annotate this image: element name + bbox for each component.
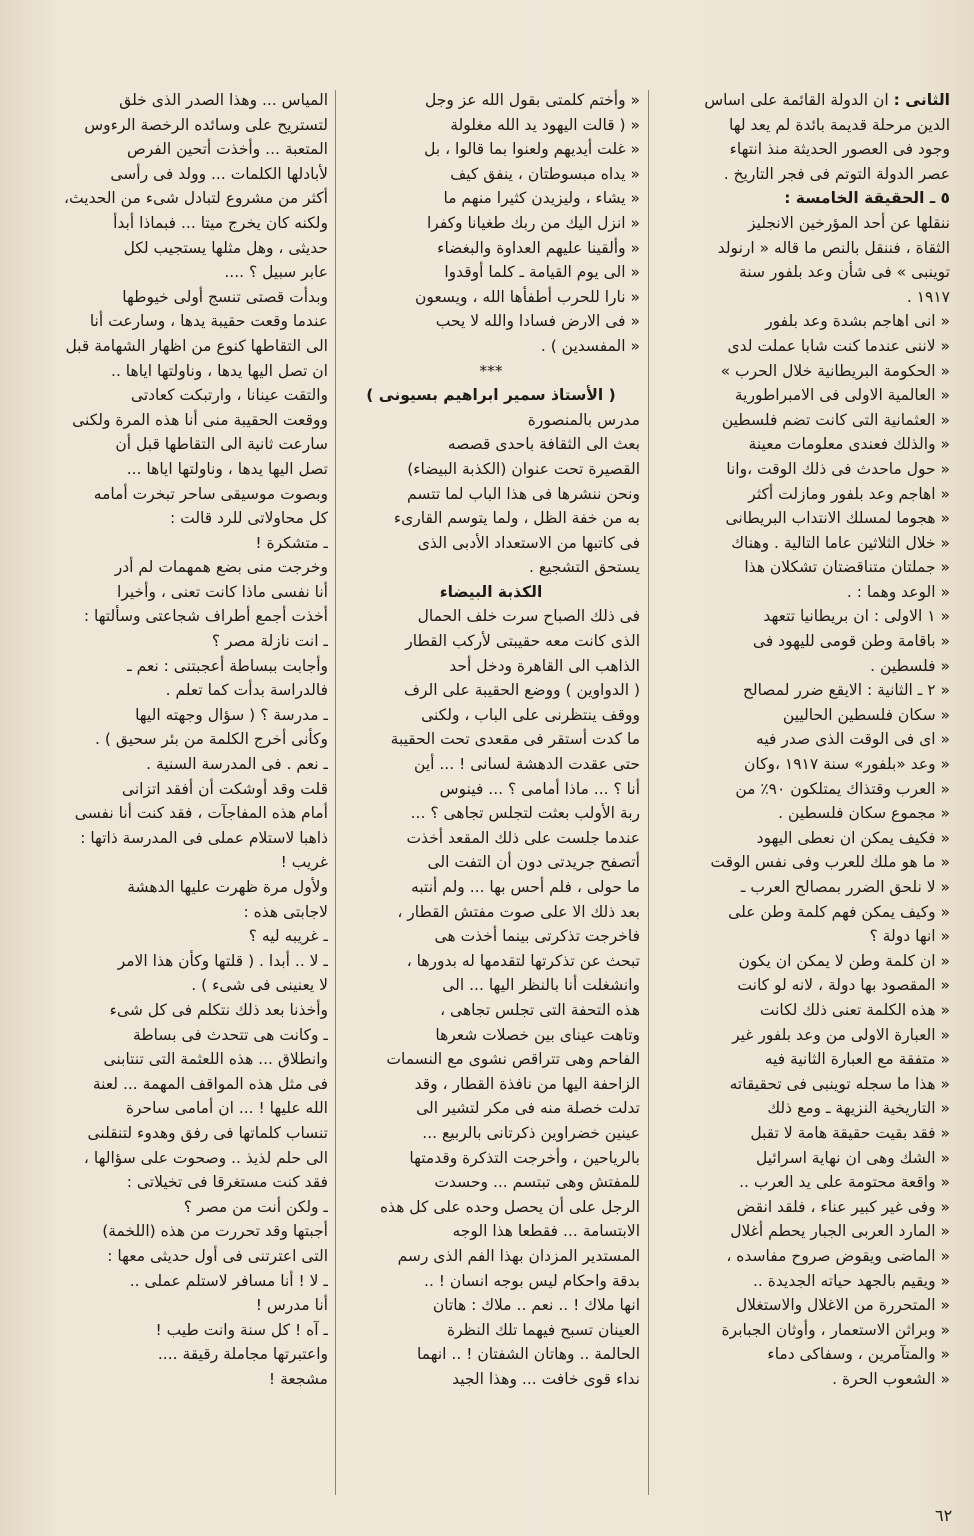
text-line: حتى عقدت الدهشة لسانى ! ... أين	[414, 755, 640, 774]
text-line: بعد ذلك الا على صوت مفتش القطار ،	[397, 902, 640, 921]
text-line: كل محاولاتى للرد قالت :	[169, 509, 328, 528]
text-line: تنساب كلماتها فى رفق وهدوء لتنقلنى	[87, 1123, 328, 1142]
article-column-right	[655, 88, 950, 1498]
text-line: ـ لا ! أنا مسافر لاستلم عملى ..	[129, 1271, 328, 1290]
text-line: الله عليها ! ... ان أمامى ساحرة	[125, 1099, 328, 1118]
text-line: الحالمة .. وهاتان الشفتان ! .. انهما	[417, 1345, 640, 1364]
text-line: ـ غريبه ليه ؟	[248, 927, 328, 946]
text-line: « فقد بقيت حقيقة هامة لا تقبل	[750, 1123, 950, 1142]
text-line: الكذبة البيضاء	[439, 582, 543, 601]
page-number: ٦٢	[935, 1506, 953, 1525]
text-line: مشجعة !	[268, 1369, 328, 1388]
text-line: المتعبة ... وأخذت أتحين الفرص	[127, 140, 328, 159]
text-line: « مجموع سكان فلسطين .	[778, 804, 950, 823]
text-line: فى كاتبها من الاستعداد الأدبى الذى	[417, 533, 640, 552]
text-line: سارعت ثانية الى التقاطها قبل أن	[115, 435, 328, 454]
text-line: المياس ... وهذا الصدر الذى خلق	[119, 91, 328, 109]
text-line: لأبادلها الكلمات ... وولد فى رأسى	[110, 164, 328, 183]
text-line: « وأختم كلمتى بقول الله عز وجل	[425, 91, 640, 109]
text-line: « العثمانية التى كانت تضم فلسطين	[721, 410, 950, 429]
text-line: « المفسدين ) .	[540, 336, 640, 355]
text-line: « نارا للحرب أطفأها الله ، ويسعون	[415, 287, 640, 306]
text-line: عابر سبيل ؟ ....	[224, 263, 328, 282]
text-line: وجود فى العصور الحديثة منذ انتهاء	[729, 140, 950, 159]
text-line: ( الدواوين ) ووضع الحقيبة على الرف	[403, 681, 640, 700]
text-line: « والمتآمرين ، وسفاكى دماء	[767, 1345, 950, 1364]
text-line: الفاحم وهى تتراقص نشوى مع النسمات	[386, 1050, 640, 1069]
text-line: عينين خضراوين ذكرتانى بالربيع ...	[422, 1123, 640, 1142]
text-line: حديثى ، وهل مثلها يستجيب لكل	[123, 238, 328, 257]
text-line: « الماضى ويقوض صروح مفاسده ،	[726, 1246, 950, 1265]
text-line: « يداه مبسوطتان ، ينفق كيف	[450, 164, 640, 183]
text-line: بدقة واحكام ليس بوجه انسان ! ..	[424, 1271, 640, 1290]
text-line: « انى اهاجم بشدة وعد بلفور	[765, 312, 950, 331]
text-line: عصر الدولة التوتم فى فجر التاريخ .	[723, 164, 950, 183]
text-line: « ويقيم بالجهد حياته الجديدة ..	[753, 1271, 950, 1290]
text-line: أجبتها وقد تحررت من هذه (اللخمة)	[102, 1222, 328, 1241]
text-line: « المقصود بها دولة ، لانه لو كانت	[737, 976, 950, 995]
text-line: ـ مدرسة ؟ ( سؤال وجهته اليها	[135, 705, 328, 724]
text-line: الذاهب الى القاهرة ودخل أحد	[449, 656, 640, 675]
text-line: « فلسطين .	[870, 656, 950, 675]
text-line: تدلت خصلة منه فى مكر لتشير الى	[416, 1099, 640, 1118]
text-line: وتاهت عيناى بين خصلات شعرها	[435, 1025, 640, 1044]
text-line: « سكان فلسطين الحاليين	[782, 705, 950, 724]
text-line: بالرياحين ، وأخرجت التذكرة وقدمتها	[409, 1148, 640, 1167]
text-line: مدرس بالمنصورة	[527, 410, 640, 429]
text-line: تبحث عن تذكرتها لتقدمها له بدورها ،	[406, 951, 640, 970]
text-line: ننقلها عن أحد المؤرخين الانجليز	[748, 213, 950, 232]
text-line: لتستريح على وسائده الرخصة الرءوس	[84, 115, 328, 134]
text-line: ما كدت أستقر فى مقعدى تحت الحقيبة	[390, 730, 640, 749]
text-line: الثقاة ، فننقل بالنص ما قاله « ارنولد	[717, 238, 950, 257]
text-line: وانطلاق ... هذه اللعثمة التى تنتابنى	[103, 1050, 328, 1069]
text-line: يستحق التشجيع .	[529, 558, 640, 577]
text-line: ربة الأولب بعثت لتجلس تجاهى ؟ ...	[410, 804, 640, 823]
text-line: « هجوما لمسلك الانتداب البريطانى	[725, 509, 950, 528]
text-line: أنا مدرس !	[255, 1296, 328, 1315]
text-line: ـ آه ! كل سنة وانت طيب !	[155, 1320, 328, 1339]
text-line: فاخرجت تذكرتى بينما أخذت هى	[434, 927, 640, 946]
text-line: « الشعوب الحرة .	[832, 1369, 950, 1388]
article-column-middle	[342, 88, 640, 1498]
text-line: « وبراثن الاستعمار ، وأوثان الجبابرة	[721, 1320, 950, 1339]
text-line: ***	[479, 361, 503, 380]
text-line: « والذلك فعندى معلومات معينة	[748, 435, 950, 454]
text-line: لاجابتى هذه :	[243, 902, 328, 921]
text-line: ( الأستاذ سمير ابراهيم بسيونى )	[366, 386, 616, 405]
text-line: « ان كلمة وطن لا يمكن ان يكون	[738, 951, 950, 970]
text-line: « الوعد وهما : .	[846, 582, 950, 601]
text-line: « غلت أيديهم ولعنوا بما قالوا ، بل	[424, 140, 640, 159]
text-line: « اهاجم وعد بلفور ومازلت أكثر	[748, 484, 950, 503]
text-line: تصل اليها يدها ، وناولتها اياها ...	[126, 459, 328, 478]
text-line: « جملتان متناقضتان تشكلان هذا	[744, 558, 950, 577]
text-line: وأجابت ببساطة أعجبتنى : نعم ـ	[127, 656, 328, 675]
text-line: ولكنه كان يخرج ميتا ... فبماذا أبدأ	[113, 213, 328, 232]
text-line: الرجل على أن يحصل وحده على كل هذه	[379, 1197, 640, 1216]
text-line: « ( قالت اليهود يد الله مغلولة	[450, 115, 640, 134]
text-line: لا يعنينى فى شىء ) .	[191, 976, 328, 995]
text-line: ما حولى ، فلم أحس بها ... ولم أنتبه	[411, 878, 640, 896]
text-line: « يشاء ، وليزيدن كثيرا منهم ما	[443, 189, 640, 208]
text-line: وأخذنا بعد ذلك نتكلم فى كل شىء	[109, 1000, 328, 1019]
text-line: فالدراسة بدأت كما تعلم .	[165, 681, 328, 700]
text-line: فى مثل هذه المواقف المهمة ... لعنة	[92, 1074, 328, 1093]
text-line: وانشغلت أنا بالنظر اليها ... الى	[442, 976, 640, 995]
text-line: القصيرة تحت عنوان (الكذبة البيضاء)	[407, 459, 640, 478]
text-line: أكثر من مشروع لتبادل شىء من الحديث،	[64, 189, 328, 208]
text-line: « لاننى عندما كنت شابا عملت لدى	[727, 336, 950, 355]
text-line: ولأول مرة ظهرت عليها الدهشة	[127, 878, 328, 896]
text-line: ـ انت نازلة مصر ؟	[211, 632, 328, 651]
text-line: غريب !	[280, 853, 328, 872]
text-line: عندما جلست على ذلك المقعد أخذت	[406, 828, 640, 847]
text-line: « الى يوم القيامة ـ كلما أوقدوا	[444, 263, 640, 282]
text-line: قلت وقد أوشكت أن أفقد اتزانى	[121, 779, 328, 798]
text-line: للمفتش وهى تبتسم ... وحسدت	[434, 1173, 640, 1192]
article-column-left	[30, 88, 328, 1498]
text-line: « التاريخية النزيهة ـ ومع ذلك	[767, 1099, 950, 1118]
text-line: « وعد «بلفور» سنة ١٩١٧ ،وكان	[744, 755, 950, 774]
text-line: ١٩١٧ .	[906, 287, 950, 306]
text-line: ووقف ينتظرنى على الباب ، ولكنى	[421, 705, 640, 724]
text-line: « اى فى الوقت الذى صدر فيه	[756, 730, 950, 749]
text-line: « فكيف يمكن ان نعطى اليهود	[756, 828, 950, 847]
text-line: واعتبرتها مجاملة رقيقة ....	[157, 1345, 328, 1364]
text-line: « لا نلحق الضرر بمصالح العرب ـ	[740, 878, 950, 896]
text-line: وبدأت قصتى تنسج أولى خيوطها	[122, 287, 328, 306]
text-line: « الحكومة البريطانية خلال الحرب »	[720, 361, 950, 380]
text-line: ـ لا .. أبدا . ( قلتها وكأن هذا الامر	[117, 951, 328, 970]
text-line: « العالمية الاولى فى الامبراطورية	[734, 386, 950, 405]
text-line: ـ نعم . فى المدرسة السنية .	[146, 755, 328, 774]
text-line: فقد كنت مستغرقا فى تخيلاتى :	[126, 1173, 328, 1192]
text-line: ـ متشكرة !	[255, 533, 328, 552]
text-line: « فى الارض فسادا والله لا يحب	[435, 312, 640, 331]
text-line: « ٢ ـ الثانية : الايقع ضرر لمصالح	[742, 681, 950, 700]
text-line: أخذت أجمع أطراف شجاعتى وسألتها :	[83, 607, 328, 626]
text-line: وبصوت موسيقى ساحر تبخرت أمامه	[93, 484, 328, 503]
text-line: نداء قوى خافت ... وهذا الجيد	[452, 1369, 640, 1388]
text-line: وكأنى أخرج الكلمة من بئر سحيق ) .	[95, 730, 328, 749]
text-line: « هذه الكلمة تعنى ذلك لكانت	[759, 1000, 950, 1019]
text-line: « المارد العربى الجبار يحطم أغلال	[730, 1222, 950, 1241]
text-line: أنا ؟ ... ماذا أمامى ؟ ... فينوس	[439, 779, 640, 798]
text-line: عندما وقعت حقيبة يدها ، وسارعت أنا	[89, 312, 328, 331]
text-line: ان تصل اليها يدها ، وناولتها اياها ..	[111, 361, 328, 380]
text-line: ـ ولكن أنت من مصر ؟	[183, 1197, 328, 1216]
text-line: « المتحررة من الاغلال والاستغلال	[735, 1296, 950, 1315]
text-line: المستدير المزدان بهذا الفم الذى رسم	[397, 1246, 640, 1265]
text-line: « واقعة محتومة على يد العرب ..	[739, 1173, 950, 1192]
text-line: الدين مرحلة قديمة بائدة لم يعد لها	[728, 115, 950, 134]
text-line: « هذا ما سجله توينبى فى تحقيقاته	[729, 1074, 950, 1093]
text-line: الى حلم لذيذ .. وصحوت على سؤالها ،	[83, 1148, 328, 1167]
text-line: ووقعت الحقيبة منى أنا هذه المرة ولكنى	[72, 410, 328, 429]
text-line: « خلال الثلاثين عاما التالية . وهناك	[731, 533, 950, 552]
text-line: ذاهبا لاستلام عملى فى المدرسة ذاتها :	[80, 828, 328, 847]
text-line: فى ذلك الصباح سرت خلف الحمال	[417, 607, 640, 626]
text-line: انها ملاك ! .. نعم .. ملاك : هاتان	[432, 1296, 640, 1315]
text-line: ـ وكانت هى تتحدث فى بساطة	[133, 1025, 328, 1044]
column-divider	[335, 90, 336, 1495]
text-line: أنا نفسى ماذا كانت تعنى ، وأخيرا	[117, 582, 328, 601]
text-line: الزاحفة اليها من نافذة القطار ، وقد	[414, 1074, 640, 1093]
text-line: التى اعترتنى فى أول حديثى معها :	[107, 1246, 328, 1265]
text-line: « انزل اليك من ربك طغيانا وكفرا	[426, 213, 640, 232]
text-line: « العرب وقتذاك يمتلكون ٩٠٪ من	[735, 779, 950, 798]
text-line: الثانى : ان الدولة القائمة على اساس	[704, 91, 950, 109]
text-line: « انها دولة ؟	[869, 927, 950, 946]
text-line: وخرجت منى بضع همهمات لم أدر	[114, 558, 328, 577]
text-line: « حول ماحدث فى ذلك الوقت ،وانا	[726, 459, 950, 478]
text-line: به من خفة الظل ، ولما يتوسم القارىء	[393, 509, 640, 528]
text-line: « وكيف يمكن فهم كلمة وطن على	[728, 902, 950, 921]
text-line: « ١ الاولى : ان بريطانيا تتعهد	[763, 607, 950, 626]
text-line: هذه التحفة التى تجلس تجاهى ،	[440, 1000, 640, 1019]
text-line: « باقامة وطن قومى لليهود فى	[752, 632, 950, 651]
text-line: والتقت عينانا ، وارتبكت كعادتى	[130, 386, 328, 405]
text-line: أمام هذه المفاجآت ، فقد كنت أنا نفسى	[74, 804, 328, 823]
text-line: « وفى غير كبير عناء ، فلقد انقض	[736, 1197, 950, 1216]
text-line: « ما هو ملك للعرب وفى نفس الوقت	[710, 853, 950, 872]
column-divider	[648, 90, 649, 1495]
text-line: العينان تسبح فيهما تلك النظرة	[446, 1320, 640, 1339]
text-line: الابتسامة ... فقطعا هذا الوجه	[452, 1222, 640, 1241]
text-line: توينبى » فى شأن وعد بلفور سنة	[739, 263, 950, 282]
text-line: « وألقينا عليهم العداوة والبغضاء	[437, 238, 640, 257]
text-line: أتصفح جريدتى دون أن التفت الى	[427, 853, 640, 872]
text-line: « الشك وهى ان نهاية اسرائيل	[756, 1148, 950, 1167]
text-line: بعث الى الثقافة باحدى قصصه	[447, 435, 640, 454]
text-line: الى التقاطها كنوع من اظهار الشهامة قبل	[65, 336, 328, 355]
text-line: « متفقة مع العبارة الثانية فيه	[764, 1050, 950, 1069]
text-line: الذى كانت معه حقيبتى لأركب القطار	[405, 632, 640, 651]
text-line: ونحن ننشرها فى هذا الباب لما تتسم	[407, 484, 640, 503]
text-line: ٥ ـ الحقيقة الخامسة :	[784, 189, 950, 208]
text-line: « العبارة الاولى من وعد بلفور غير	[732, 1025, 950, 1044]
